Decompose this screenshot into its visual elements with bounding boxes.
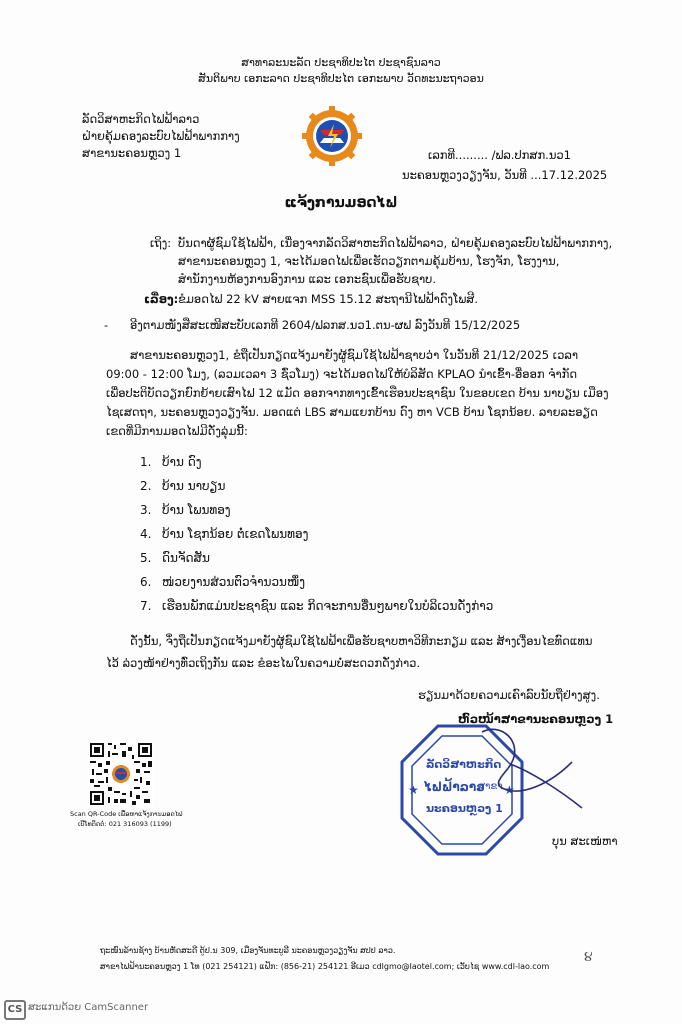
- body-line-4: ໄຊເສດຖາ, ນະຄອນຫຼວງວຽງຈັນ. ມອດແຕ່ LBS ສາມແຍກບ້ານ ດົງ ຫາ VCB ບ້ານ ໂຊກນ້ອຍ. ລາຍລະອຽດ: [106, 405, 598, 419]
- stamp-ring-text: ສາຂາ: [478, 781, 503, 792]
- body-line-2: 09:00 - 12:00 ໂມງ, (ລວມເວລາ 3 ຊົ່ວໂມງ) ຈະໄດ້ມອດໄຟໃຫ້ບໍລິສັດ KPLAO ນຳເຂົ້າ-ອື່ອອກ ຈຳກັດ: [106, 367, 578, 381]
- reference-number: ເລກທີ......... /ຟລ.ປກສກ.ນວ1: [428, 148, 571, 162]
- signer-position: ຫົວໜ້າສາຂານະຄອນຫຼວງ 1: [458, 712, 614, 726]
- footer-address: ຖະໜົນລ້ານຊ້າງ ບ້ານຫັດສະດີ ຕູ້ປ.ນ 309, ເມືອງຈັນທະບູລີ ນະຄອນຫຼວງວຽງຈັນ ສປປ ລາວ.: [100, 946, 396, 955]
- area-number: 1.: [140, 455, 152, 469]
- basis-text: ອີງຕາມໜັງສືສະເໜີສະບັບເລກທີ 2604/ຟລກສ.ນວ1.ຕນ-ຜຟ ລົງວັນທີ 15/12/2025: [130, 318, 521, 332]
- handwritten-signature-icon: [462, 722, 592, 812]
- area-number: 3.: [140, 503, 152, 517]
- list-item: ດົນຈັດສັນ: [162, 551, 210, 565]
- camscanner-watermark: ສະແກນດ້ວຍ CamScanner: [28, 1002, 149, 1013]
- stamp-text-2: ໄຟຟ້າລາວ: [424, 780, 485, 794]
- qr-code-icon: [88, 741, 154, 807]
- qr-caption-2: ເບີໂທຕິດຕໍ່: 021 316093 (1199): [78, 820, 172, 828]
- respect-line: ຮຽນມາດ້ວຍຄວາມເຄົາລົບນັບຖືຢ່າງສູງ.: [418, 688, 600, 702]
- basis-bullet: -: [104, 318, 109, 332]
- to-line-2: ສາຂານະຄອນຫຼວງ 1, ຈະໄດ້ມອດໄຟເພື່ອເຮັດວຽກຕາມຄຸ້ມບ້ານ, ໂຮງຈັກ, ໂຮງງານ,: [178, 254, 560, 268]
- stamp-text-3: ນະຄອນຫຼວງ 1: [426, 802, 503, 815]
- footer-mark-icon: ૪: [584, 949, 593, 965]
- to-line-1: ບັນດາຜູ້ຊົມໃຊ້ໄຟຟ້າ, ເນື່ອງຈາກລັດວິສາຫະກິດໄຟຟ້າລາວ, ຝ່າຍຄຸ້ມຄອງລະບົບໄຟຟ້າພາກກາງ,: [178, 236, 613, 250]
- list-item: ບ້ານ ໂຊກນ້ອຍ ຕໍ່ເຂດໂພນທອງ: [162, 527, 309, 541]
- svg-text:★: ★: [504, 783, 515, 797]
- body-line-3: ເພື່ອປະຕິບັດວຽກຍົກຍ້າຍເສົາໄຟ 12 ແມັດ ອອກຈາກທາງເຂົ້າເຮືອນປະຊາຊົນ ໃນຂອບເຂດ ບ້ານ ນາບຽນ ເມືອງ: [106, 386, 609, 400]
- area-number: 7.: [140, 599, 152, 613]
- body-line-1: ສາຂານະຄອນຫຼວງ1, ຂໍຖືເປັນກຽດແຈ້ງມາຍັງຜູ້ຊົມໃຊ້ໄຟຟ້າຊາບວ່າ ໃນວັນທີ 21/12/2025 ເວລາ: [130, 348, 579, 362]
- list-item: ບ້ານ ນາບຽນ: [162, 479, 226, 493]
- org-line-1: ລັດວິສາຫະກິດໄຟຟ້າລາວ: [82, 112, 200, 126]
- to-label: ເຖິງ:: [150, 236, 172, 250]
- list-item: ເຮືອນພັກແມ່ນປະຊາຊົນ ແລະ ກິດຈະການອື່ນໆພາຍໃນບໍລິເວນດັ່ງກ່າວ: [162, 599, 494, 613]
- closing-line-1: ດັ່ງນັ້ນ, ຈຶ່ງຖືເປັນກຽດແຈ້ງມາຍັງຜູ້ຊົມໃຊ້ໄຟຟ້າເພື່ອຮັບຊາບຫາວິທີກະກຽມ ແລະ ສ້າງເງື່ອນໄຂທົດແທນ: [130, 634, 593, 648]
- org-line-3: ສາຂານະຄອນຫຼວງ 1: [82, 146, 182, 160]
- list-item: ໜ່ວຍງານສ່ວນຕົວຈຳນວນໜຶ່ງ: [162, 575, 306, 589]
- list-item: ບ້ານ ໂພນທອງ: [162, 503, 231, 517]
- area-number: 2.: [140, 479, 152, 493]
- signer-name: ບຸນ ສະເໜ່ຫາ: [552, 834, 618, 848]
- to-line-3: ສຳນັກງານຫ້ອງການອົງການ ແລະ ເອກະຊົນເພື່ອຮັບຊາບ.: [178, 272, 436, 286]
- list-item: ບ້ານ ດົງ: [162, 455, 202, 469]
- edl-logo-icon: [300, 104, 364, 168]
- body-line-5: ເຂດທີ່ມີການມອດໄຟມີດັ່ງລຸ່ມນີ້:: [106, 424, 248, 438]
- stamp-text-1: ລັດວິສາຫະກິດ: [426, 758, 502, 771]
- subject-text: ຂໍມອດໄຟ 22 kV ສາຍແຈກ MSS 15.12 ສະຖານີໄຟຟ້າດົງໂພສີ.: [178, 292, 479, 306]
- svg-text:★: ★: [408, 783, 419, 797]
- country-line-2: ສັນຕິພາບ ເອກະລາດ ປະຊາທິປະໄຕ ເອກະພາບ ວັດທະນະຖາວອນ: [198, 72, 484, 85]
- document-title: ແຈ້ງການມອດໄຟ: [284, 195, 398, 211]
- camscanner-logo-icon: CS: [4, 1000, 26, 1020]
- qr-caption-1: Scan QR-Code ເພື່ອຫາແຈ້ງການມອດໄຟ: [70, 810, 183, 818]
- place-and-date: ນະຄອນຫຼວງວຽງຈັນ, ວັນທີ ...17.12.2025: [402, 168, 608, 182]
- closing-line-2: ໄວ້ ລ່ວງໜ້າຢ່າງທົ່ວເຖິງກັນ ແລະ ຂໍອະໄພໃນຄວາມບໍ່ສະດວກດັ່ງກ່າວ.: [106, 656, 421, 670]
- area-number: 5.: [140, 551, 152, 565]
- country-line-1: ສາທາລະນະລັດ ປະຊາທິປະໄຕ ປະຊາຊົນລາວ: [241, 56, 441, 69]
- area-number: 4.: [140, 527, 152, 541]
- area-number: 6.: [140, 575, 152, 589]
- footer-contact: ສາຂາໄຟຟ້ານະຄອນຫຼວງ 1 ໂທ (021 254121) ແຟັກ: (856-21) 254121 ອີເມວ cdlgmo@laotel.com; ເວັບໄຊ www.cdl-lao.com: [100, 962, 550, 971]
- org-line-2: ຝ່າຍຄຸ້ມຄອງລະບົບໄຟຟ້າພາກກາງ: [82, 129, 240, 143]
- subject-label: ເລື່ອງ:: [144, 292, 179, 306]
